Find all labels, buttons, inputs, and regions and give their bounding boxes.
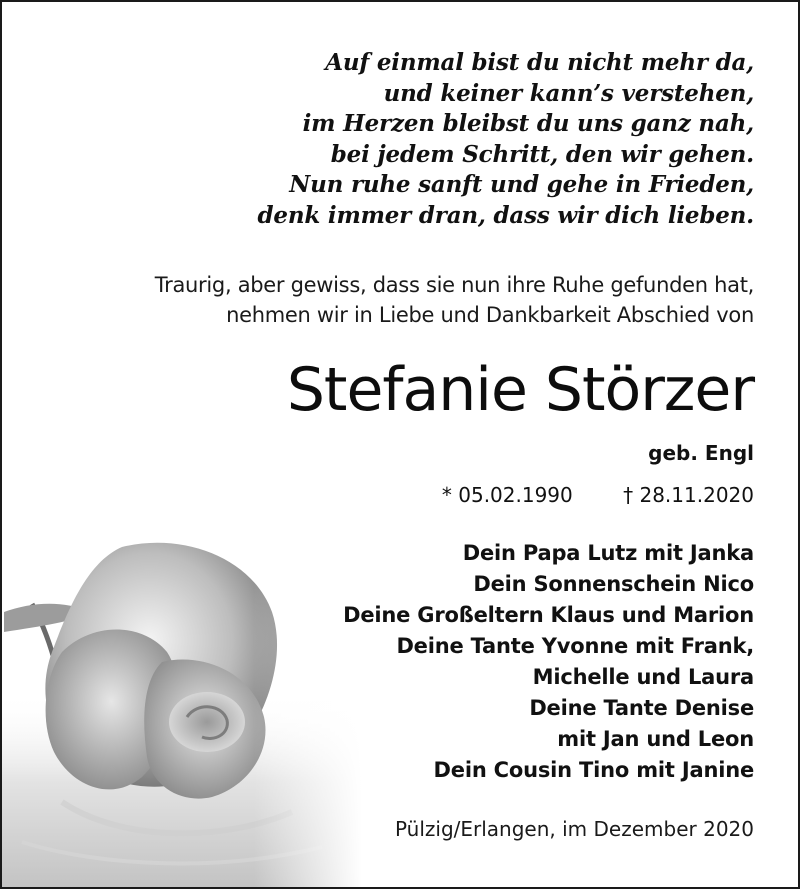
poem-line: im Herzen bleibst du uns ganz nah, xyxy=(302,110,754,137)
poem-line: und keiner kann’s verstehen, xyxy=(383,79,754,107)
mourner-line: Michelle und Laura xyxy=(532,665,754,689)
intro-text xyxy=(155,270,754,330)
birth-date: * 05.02.1990 xyxy=(441,483,573,507)
poem-line: denk immer dran, dass wir dich lieben. xyxy=(257,201,754,229)
poem xyxy=(258,48,754,231)
mourners-list xyxy=(343,538,754,786)
death-date: † 28.11.2020 xyxy=(623,483,754,507)
deceased-name: Stefanie Störzer xyxy=(286,355,754,425)
maiden-name: geb. Engl xyxy=(648,441,754,465)
mourner-line: Dein Sonnenschein Nico xyxy=(473,572,754,596)
mourner-line: Dein Cousin Tino mit Janine xyxy=(433,758,754,782)
mourner-line: mit Jan und Leon xyxy=(557,727,754,751)
mourner-line: Deine Großeltern Klaus und Marion xyxy=(343,603,754,627)
place-and-date: Pülzig/Erlangen, im Dezember 2020 xyxy=(394,817,754,841)
mourner-line: Dein Papa Lutz mit Janka xyxy=(462,541,754,565)
poem-line: Auf einmal bist du nicht mehr da, xyxy=(325,49,754,76)
mourner-line: Deine Tante Yvonne mit Frank, xyxy=(396,634,754,658)
intro-line: Traurig, aber gewiss, dass sie nun ihre Ruhe gefunden hat, xyxy=(154,273,754,297)
poem-line: Nun ruhe sanft und gehe in Frieden, xyxy=(289,171,754,198)
mourner-line: Deine Tante Denise xyxy=(529,696,754,720)
rose-image xyxy=(2,542,362,889)
life-dates xyxy=(442,480,754,510)
intro-line: nehmen wir in Liebe und Dankbarkeit Abschied von xyxy=(226,303,754,327)
poem-line: bei jedem Schritt, den wir gehen. xyxy=(330,140,754,168)
